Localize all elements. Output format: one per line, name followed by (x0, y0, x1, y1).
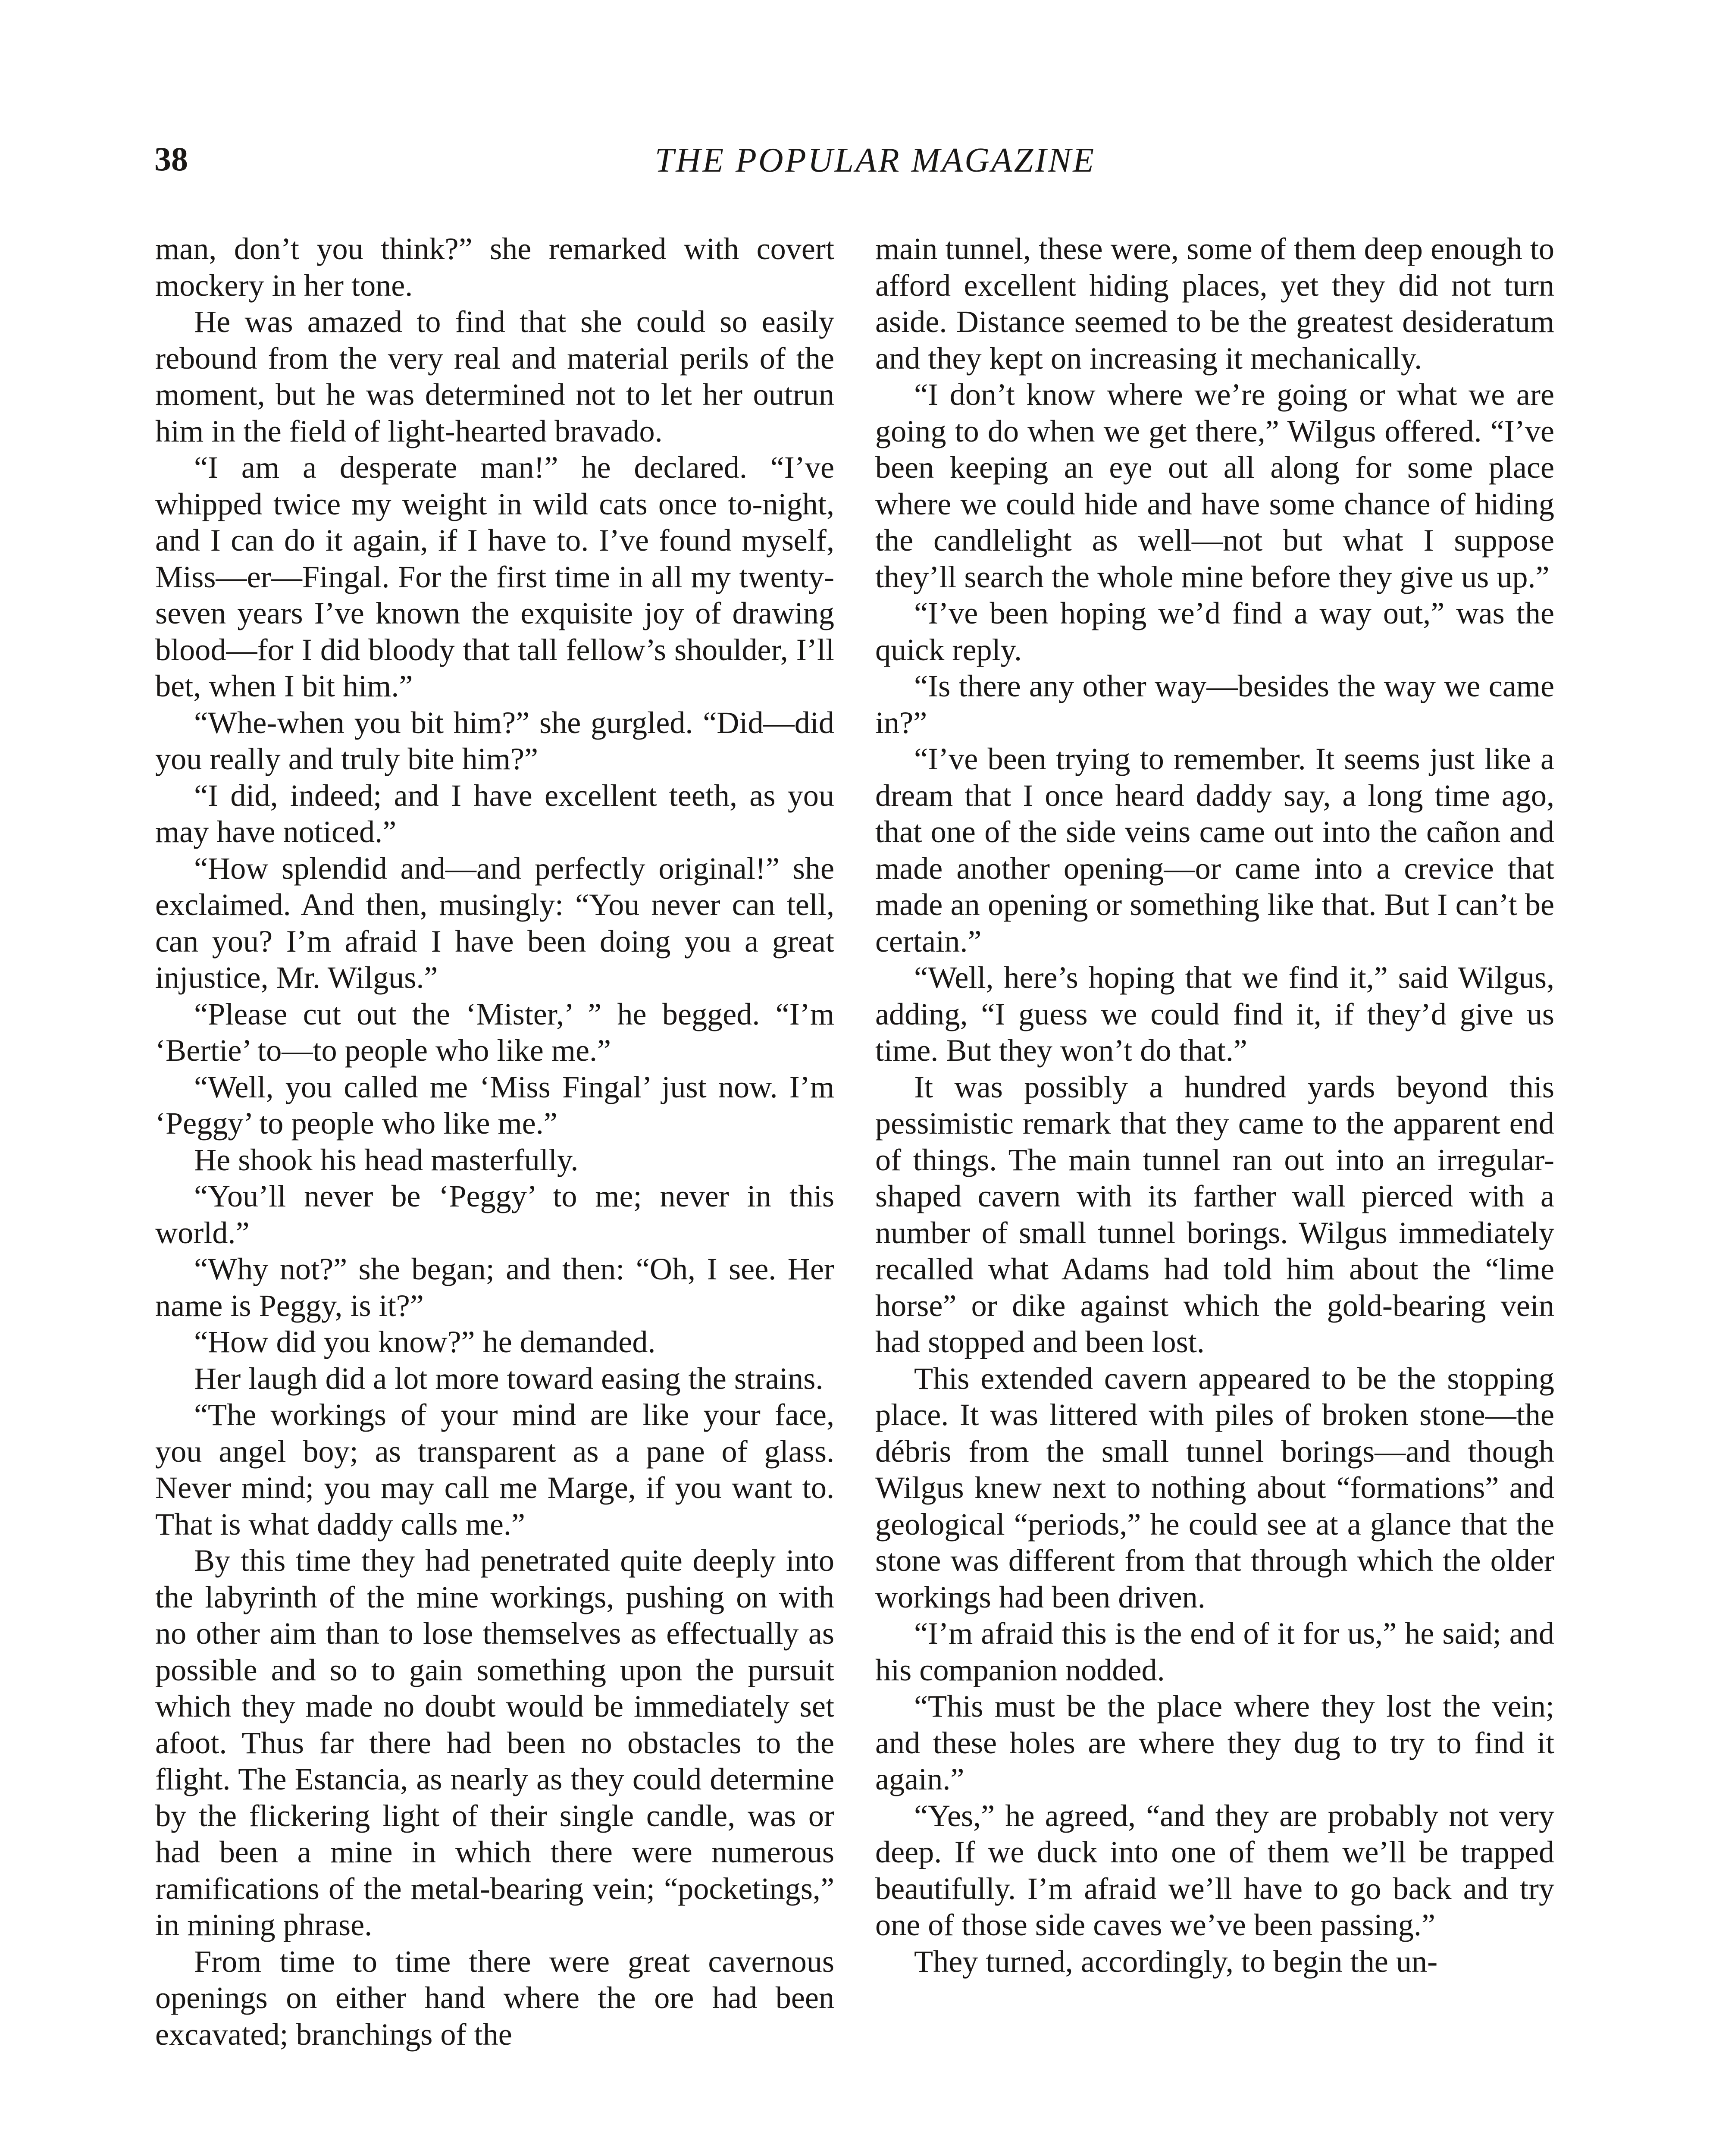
page-number: 38 (154, 140, 188, 178)
paragraph: “Well, you called me ‘Miss Fingal’ just now. I’m ‘Peggy’ to people who like me.” (155, 1069, 834, 1141)
paragraph: They turned, accordingly, to begin the un- (914, 1944, 1438, 1979)
running-head: THE POPULAR MAGAZINE (654, 141, 1096, 179)
paragraph: “I’ve been trying to remember. It seems just like a dream that I once heard daddy say, a long time ago, that one of the side veins came out into the cañon and made another opening—or came into a crevice that made an opening or something like that. But I can’t be certain.” (875, 742, 1554, 959)
paragraph: “Yes,” he agreed, “and they are probably not very deep. If we duck into one of them we’ll be trapped beautifully. I’m afraid we’ll have to go back and try one of those side caves we’ve been passing.” (875, 1798, 1554, 1942)
paragraph: “Is there any other way—besides the way we came in?” (875, 669, 1554, 740)
right-column (875, 231, 1554, 1980)
paragraph: He shook his head masterfully. (194, 1142, 579, 1177)
paragraph: This extended cavern appeared to be the stopping place. It was littered with piles of broken stone—the débris from the small tunnel borings—and though Wilgus knew next to nothing about “formations” and geological “periods,” he could see at a glance that the stone was different from that through which the older workings had been driven. (875, 1361, 1554, 1614)
paragraph: “Whe-when you bit him?” she gurgled. “Did—did you really and truly bite him?” (155, 705, 834, 776)
paragraph: “I did, indeed; and I have excellent teeth, as you may have noticed.” (155, 778, 834, 849)
paragraph: “Why not?” she began; and then: “Oh, I see. Her name is Peggy, is it?” (155, 1252, 834, 1323)
paragraph: “This must be the place where they lost the vein; and these holes are where they dug to try to find it again.” (875, 1689, 1554, 1796)
paragraph: “How splendid and—and perfectly original!” she exclaimed. And then, musingly: “You never can tell, can you? I’m afraid I have been doing you a great injustice, Mr. Wilgus.” (155, 851, 834, 995)
paragraph: “How did you know?” he demanded. (194, 1325, 656, 1359)
paragraph: “The workings of your mind are like your face, you angel boy; as transparent as a pane of glass. Never mind; you may call me Marge, if you want to. That is what daddy calls me.” (155, 1398, 834, 1542)
paragraph: He was amazed to find that she could so easily rebound from the very real and material perils of the moment, but he was determined not to let her outrun him in the field of light-hearted bravado. (155, 304, 834, 448)
paragraph: “I’ve been hoping we’d find a way out,” was the quick reply. (875, 596, 1554, 667)
paragraph: Her laugh did a lot more toward easing the strains. (194, 1361, 824, 1396)
paragraph: “You’ll never be ‘Peggy’ to me; never in this world.” (155, 1179, 834, 1250)
paragraph: “I don’t know where we’re going or what we are going to do when we get there,” Wilgus offered. “I’ve been keeping an eye out all along for some place where we could hide and have some chance of hiding the candlelight as well—not but what I suppose they’ll search the whole mine before they give us up.” (875, 377, 1554, 594)
left-column (155, 231, 834, 2053)
paragraph: From time to time there were great cavernous openings on either hand where the ore had been excavated; branchings of the (155, 1944, 834, 2052)
paragraph: By this time they had penetrated quite deeply into the labyrinth of the mine workings, pushing on with no other aim than to lose themselves as effectually as possible and so to gain something upon the pursuit which they made no doubt would be immediately set afoot. Thus far there had been no obstacles to the flight. The Estancia, as nearly as they could determine by the flickering light of their single candle, was or had been a mine in which there were numerous ramifications of the metal-bearing vein; “pocketings,” in mining phrase. (155, 1543, 834, 1942)
paragraph: “I’m afraid this is the end of it for us,” he said; and his companion nodded. (875, 1616, 1554, 1687)
paragraph: “Please cut out the ‘Mister,’ ” he begged. “I’m ‘Bertie’ to—to people who like me.” (155, 997, 834, 1068)
paragraph: man, don’t you think?” she remarked with covert mockery in her tone. (155, 232, 834, 303)
paragraph: “Well, here’s hoping that we find it,” said Wilgus, adding, “I guess we could find it, if they’d give us time. But they won’t do that.” (875, 960, 1554, 1068)
paragraph: “I am a desperate man!” he declared. “I’ve whipped twice my weight in wild cats once to-night, and I can do it again, if I have to. I’ve found myself, Miss—er—Fingal. For the first time in all my twenty-seven years I’ve known the exquisite joy of drawing blood—for I did bloody that tall fellow’s shoulder, I’ll bet, when I bit him.” (155, 450, 834, 703)
paragraph: It was possibly a hundred yards beyond this pessimistic remark that they came to the apparent end of things. The main tunnel ran out into an irregular-shaped cavern with its farther wall pierced with a number of small tunnel borings. Wilgus immediately recalled what Adams had told him about the “lime horse” or dike against which the gold-bearing vein had stopped and been lost. (875, 1069, 1554, 1359)
paragraph: main tunnel, these were, some of them deep enough to afford excellent hiding places, yet they did not turn aside. Distance seemed to be the greatest desideratum and they kept on increasing it mechanically. (875, 232, 1554, 376)
